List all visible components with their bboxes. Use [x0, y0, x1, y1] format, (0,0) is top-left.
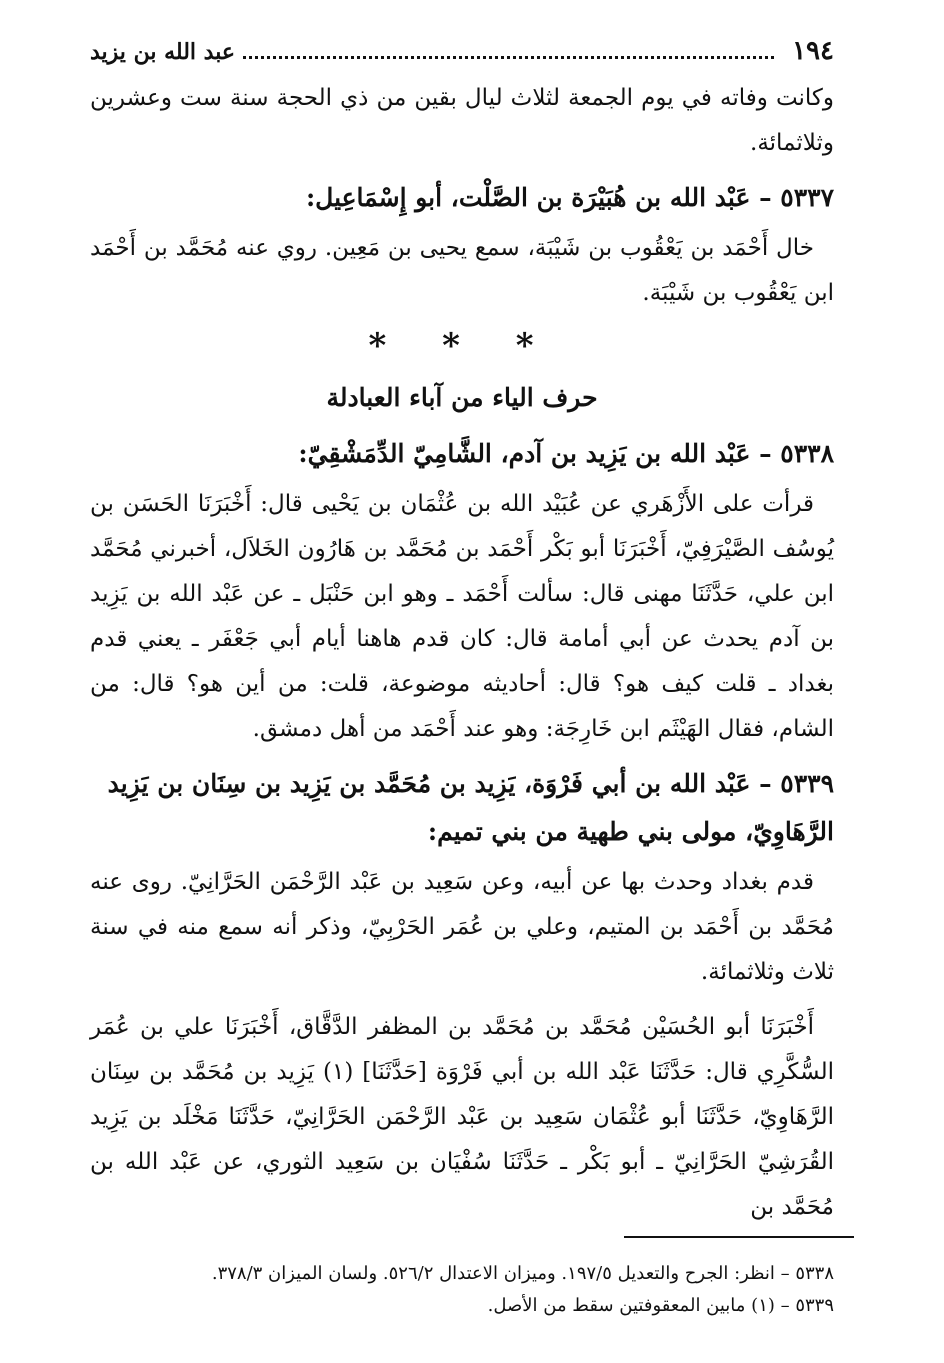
entry-5339-text-2: أَخْبَرَنَا أبو الحُسَيْن مُحَمَّد بن مُحَمَّد بن المظفر الدَّقَّاق، أَخْبَرَنَا علي بن عُمَر السُّكَّرِي قال: حَدَّثَنَا عَبْد الله بن أبي فَرْوَة [حَدَّثَنَا] (١) يَزِيد بن مُحَمَّد بن سِنَان الرَّهَاوِيّ، حَدَّثَنَا أبو عُثْمَان سَعِيد بن عَبْد الرَّحْمَن الحَرَّانِيّ، حَدَّثَنَا مَخْلَد بن يَزِيد القُرَشِيّ الحَرَّانِيّ ـ أبو بَكْر ـ حَدَّثَنَا سُفْيَان بن سَعِيد الثوري، عن عَبْد الله بن مُحَمَّد بن	[90, 1014, 834, 1220]
footnote-5339: ٥٣٣٩ – (١) مابين المعقوفتين سقط من الأصل.	[487, 1295, 834, 1316]
entry-5337-title: ٥٣٣٧ – عَبْد الله بن هُبَيْرَة بن الصَّلْت، أبو إِسْمَاعِيل:	[305, 183, 834, 212]
section-separator: * * *	[368, 326, 556, 366]
entry-5339-text-1: قدم بغداد وحدث بها عن أبيه، وعن سَعِيد بن عَبْد الرَّحْمَن الحَرَّانِيّ. روى عنه مُحَمَّد بن أَحْمَد بن المتيم، وعلي بن عُمَر الحَرْبِيّ، وذكر أنه سمع منه في سنة ثلاث وثلاثمائة.	[90, 869, 834, 985]
entry-5337-text: خال أَحْمَد بن يَعْقُوب بن شَيْبَة، سمع يحيى بن مَعِين. روي عنه مُحَمَّد بن أَحْمَد ابن يَعْقُوب بن شَيْبَة.	[90, 235, 834, 306]
footnote-rule	[624, 1236, 854, 1238]
footnote-5338: ٥٣٣٨ – انظر: الجرح والتعديل ١٩٧/٥. وميزان الاعتدال ٥٢٦/٢. ولسان الميزان ٣٧٨/٣.	[211, 1263, 834, 1284]
entry-5339-title: ٥٣٣٩ – عَبْد الله بن أبي فَرْوَة، يَزِيد بن مُحَمَّد بن يَزِيد بن سِنَان بن يَزِيد الرَّهَاوِيّ، مولى بني طهية من بني تميم:	[107, 769, 834, 846]
paragraph-gap	[90, 995, 834, 1005]
leader-dots	[243, 44, 774, 59]
page-body	[90, 36, 834, 1230]
page-number: ١٩٤	[792, 36, 834, 66]
section-heading: حرف الياء من آباء العبادلة	[326, 383, 598, 412]
intro-paragraph: وكانت وفاته في يوم الجمعة لثلاث ليال بقين من ذي الحجة سنة ست وعشرين وثلاثمائة.	[90, 85, 834, 156]
entry-5338-title: ٥٣٣٨ – عَبْد الله بن يَزِيد بن آدم، الشَّامِيّ الدِّمَشْقِيّ:	[298, 439, 834, 468]
running-head	[90, 36, 834, 76]
entry-5338-text: قرأت على الأَزْهَري عن عُبَيْد الله بن عُثْمَان بن يَحْيى قال: أَخْبَرَنَا الحَسَن بن يُوسُف الصَّيْرَفِيّ، أَخْبَرَنَا أبو بَكْر أَحْمَد بن مُحَمَّد بن هَارُون الخَلاَل، أخبرني مُحَمَّد ابن علي، حَدَّثَنَا مهنى قال: سألت أَحْمَد ـ وهو ابن حَنْبَل ـ عن عَبْد الله بن يَزِيد بن آدم يحدث عن أبي أمامة قال: كان قدم هاهنا أيام أبي جَعْفَر ـ يعني قدم بغداد ـ قلت كيف هو؟ قال: أحاديثه موضوعة، قلت: من أين هو؟ قال: من الشام، فقال الهَيْثَم ابن خَارِجَة: وهو عند أَحْمَد من أهل دمشق.	[90, 491, 834, 742]
running-title: عبد الله بن يزيد	[90, 39, 235, 65]
footnotes	[90, 1258, 834, 1322]
